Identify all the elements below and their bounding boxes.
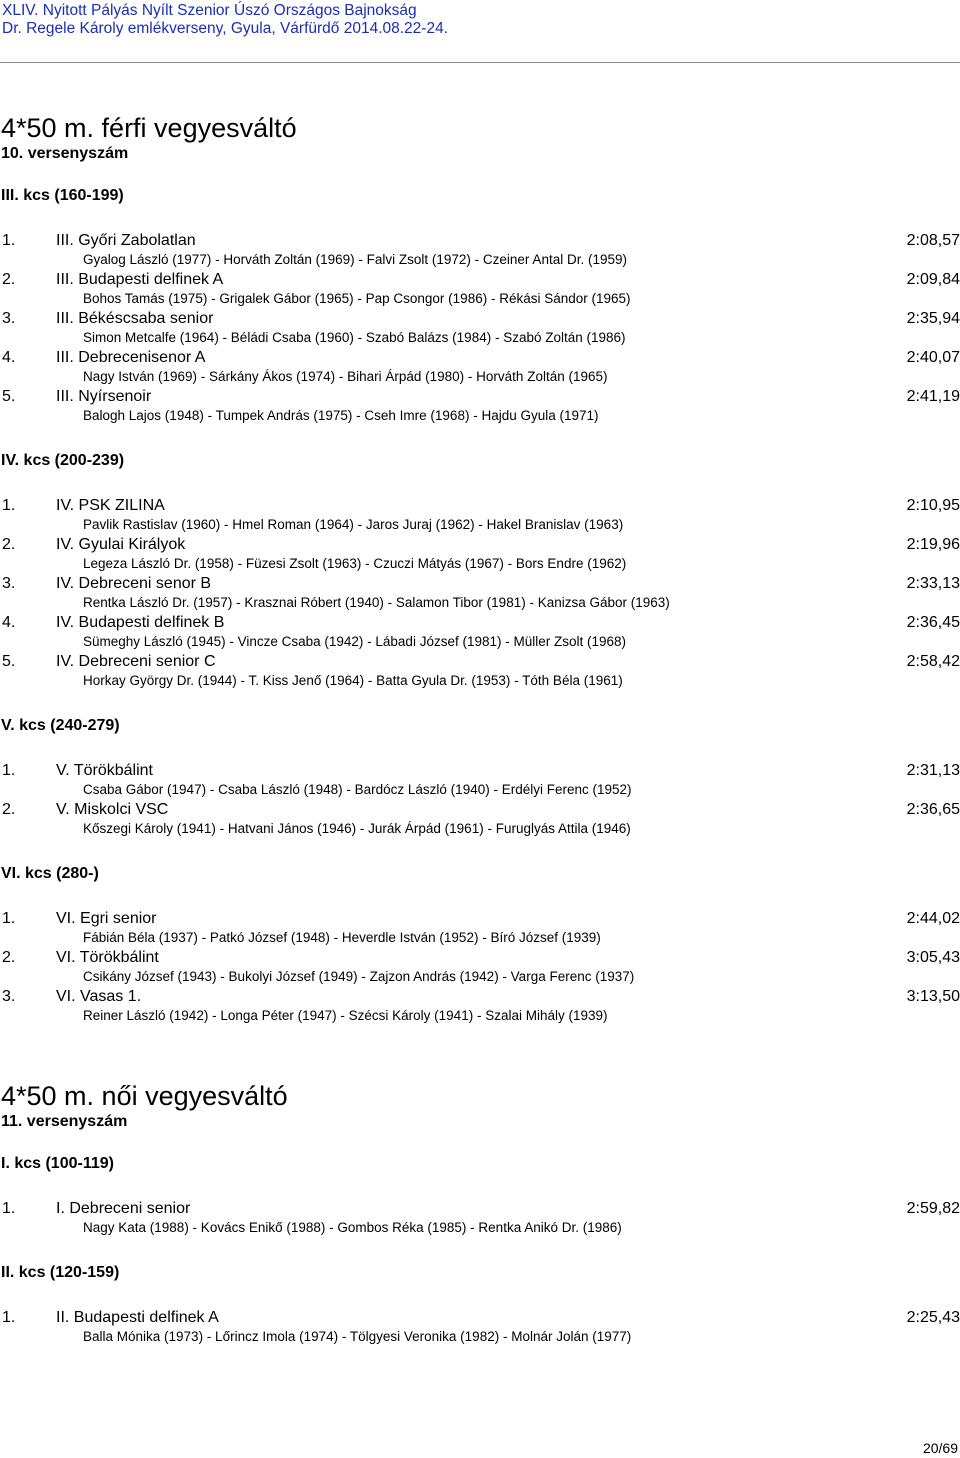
event-heading bbox=[1, 112, 297, 164]
result-rank: 4. bbox=[2, 614, 16, 631]
header-line-1: XLIV. Nyitott Pályás Nyílt Szenior Úszó Országos Bajnokság bbox=[2, 2, 417, 19]
result-rank: 1. bbox=[2, 910, 16, 927]
category-label: II. kcs (120-159) bbox=[1, 1264, 120, 1281]
team-name: Egri senior bbox=[80, 910, 157, 927]
result-row bbox=[0, 1199, 960, 1237]
result-class: IV. bbox=[56, 653, 75, 670]
result-class: III. bbox=[56, 388, 74, 405]
result-class: VI. bbox=[56, 988, 76, 1005]
result-rank: 5. bbox=[2, 653, 16, 670]
event-number: 11. versenyszám bbox=[1, 1113, 128, 1130]
result-class: III. bbox=[56, 232, 74, 249]
team-members: Simon Metcalfe (1964) - Béládi Csaba (1960) - Szabó Balázs (1984) - Szabó Zoltán (1986) bbox=[83, 330, 626, 345]
result-time: 2:58,42 bbox=[906, 653, 960, 670]
category-label: IV. kcs (200-239) bbox=[1, 452, 125, 469]
result-class: V. bbox=[56, 801, 70, 818]
team-members: Sümeghy László (1945) - Vincze Csaba (1942) - Lábadi József (1981) - Müller Zsolt (1968) bbox=[83, 634, 627, 649]
result-time: 3:13,50 bbox=[906, 988, 960, 1005]
result-rank: 3. bbox=[2, 988, 16, 1005]
header-line-2: Dr. Regele Károly emlékverseny, Gyula, Várfürdő 2014.08.22-24. bbox=[2, 20, 449, 37]
result-class: VI. bbox=[56, 910, 76, 927]
result-team-line bbox=[56, 948, 159, 968]
result-row bbox=[0, 948, 960, 986]
result-rank: 3. bbox=[2, 310, 16, 327]
category-label: V. kcs (240-279) bbox=[1, 717, 120, 734]
result-class: II. bbox=[56, 1309, 70, 1326]
team-name: Győri Zabolatlan bbox=[78, 232, 196, 249]
result-row bbox=[0, 535, 960, 573]
team-name: Törökbálint bbox=[73, 762, 153, 779]
team-members: Nagy Kata (1988) - Kovács Enikő (1988) - Gombos Réka (1985) - Rentka Anikó Dr. (1986) bbox=[83, 1220, 622, 1235]
result-team-line bbox=[56, 348, 205, 368]
team-name: Vasas 1. bbox=[80, 988, 142, 1005]
result-rank: 3. bbox=[2, 575, 16, 592]
result-time: 2:41,19 bbox=[906, 388, 960, 405]
result-class: V. bbox=[56, 762, 70, 779]
result-row bbox=[0, 613, 960, 651]
result-row bbox=[0, 800, 960, 838]
result-time: 2:36,65 bbox=[906, 801, 960, 818]
document-header bbox=[2, 2, 448, 38]
header-divider bbox=[0, 62, 960, 63]
result-row bbox=[0, 574, 960, 612]
event-heading bbox=[1, 1080, 288, 1132]
team-name: Gyulai Királyok bbox=[78, 536, 186, 553]
team-name: Debreceni senior bbox=[69, 1200, 191, 1217]
team-members: Bohos Tamás (1975) - Grigalek Gábor (1965) - Pap Csongor (1986) - Rékási Sándor (1965) bbox=[83, 291, 631, 306]
team-name: Törökbálint bbox=[79, 949, 159, 966]
result-team-line bbox=[56, 800, 168, 820]
result-time: 2:08,57 bbox=[906, 232, 960, 249]
result-team-line bbox=[56, 761, 153, 781]
team-name: Békéscsaba senior bbox=[78, 310, 214, 327]
result-team-line bbox=[56, 909, 157, 929]
result-team-line bbox=[56, 652, 216, 672]
result-row bbox=[0, 270, 960, 308]
result-row bbox=[0, 309, 960, 347]
result-row bbox=[0, 761, 960, 799]
category-label: III. kcs (160-199) bbox=[1, 187, 124, 204]
team-members: Kőszegi Károly (1941) - Hatvani János (1946) - Jurák Árpád (1961) - Furuglyás Attila (1946) bbox=[83, 821, 631, 836]
result-row bbox=[0, 1308, 960, 1346]
result-rank: 2. bbox=[2, 949, 16, 966]
team-members: Pavlik Rastislav (1960) - Hmel Roman (1964) - Jaros Juraj (1962) - Hakel Branislav (1963) bbox=[83, 517, 624, 532]
team-name: Debrecenisenor A bbox=[78, 349, 206, 366]
result-rank: 2. bbox=[2, 536, 16, 553]
team-name: Budapesti delfinek B bbox=[78, 614, 225, 631]
result-class: I. bbox=[56, 1200, 65, 1217]
result-rank: 1. bbox=[2, 497, 16, 514]
result-rank: 2. bbox=[2, 271, 16, 288]
result-team-line bbox=[56, 987, 141, 1007]
result-class: III. bbox=[56, 349, 74, 366]
result-team-line bbox=[56, 535, 185, 555]
page-number: 20/69 bbox=[922, 1440, 958, 1456]
result-class: IV. bbox=[56, 575, 75, 592]
category-label: VI. kcs (280-) bbox=[1, 865, 99, 882]
result-time: 2:59,82 bbox=[906, 1200, 960, 1217]
result-team-line bbox=[56, 309, 213, 329]
team-name: Miskolci VSC bbox=[74, 801, 169, 818]
team-members: Rentka László Dr. (1957) - Krasznai Róbert (1940) - Salamon Tibor (1981) - Kanizsa Gábor (1963) bbox=[83, 595, 670, 610]
result-time: 2:31,13 bbox=[906, 762, 960, 779]
result-row bbox=[0, 909, 960, 947]
team-members: Reiner László (1942) - Longa Péter (1947) - Szécsi Károly (1941) - Szalai Mihály (1939) bbox=[83, 1008, 608, 1023]
result-row bbox=[0, 652, 960, 690]
category-label: I. kcs (100-119) bbox=[1, 1155, 114, 1172]
team-name: Budapesti delfinek A bbox=[78, 271, 224, 288]
result-time: 2:44,02 bbox=[906, 910, 960, 927]
result-row bbox=[0, 387, 960, 425]
result-time: 2:36,45 bbox=[906, 614, 960, 631]
result-class: III. bbox=[56, 310, 74, 327]
result-team-line bbox=[56, 574, 211, 594]
event-title: 4*50 m. női vegyesváltó bbox=[1, 1081, 288, 1111]
team-members: Horkay György Dr. (1944) - T. Kiss Jenő (1964) - Batta Gyula Dr. (1953) - Tóth Béla (1961) bbox=[83, 673, 623, 688]
result-time: 2:35,94 bbox=[906, 310, 960, 327]
result-time: 2:09,84 bbox=[906, 271, 960, 288]
result-row bbox=[0, 348, 960, 386]
result-rank: 1. bbox=[2, 1309, 16, 1326]
result-time: 2:10,95 bbox=[906, 497, 960, 514]
result-class: IV. bbox=[56, 614, 75, 631]
team-name: Debreceni senior C bbox=[78, 653, 216, 670]
result-time: 2:25,43 bbox=[906, 1309, 960, 1326]
result-row bbox=[0, 496, 960, 534]
result-row bbox=[0, 231, 960, 269]
result-team-line bbox=[56, 231, 196, 251]
result-rank: 5. bbox=[2, 388, 16, 405]
result-time: 2:19,96 bbox=[906, 536, 960, 553]
result-team-line bbox=[56, 1199, 190, 1219]
result-time: 3:05,43 bbox=[906, 949, 960, 966]
event-title: 4*50 m. férfi vegyesváltó bbox=[1, 113, 297, 143]
team-name: PSK ZILINA bbox=[78, 497, 165, 514]
team-members: Fábián Béla (1937) - Patkó József (1948) - Heverdle István (1952) - Bíró József (1939) bbox=[83, 930, 601, 945]
result-row bbox=[0, 987, 960, 1025]
result-team-line bbox=[56, 387, 151, 407]
team-name: Nyírsenoir bbox=[78, 388, 152, 405]
team-members: Csikány József (1943) - Bukolyi József (1949) - Zajzon András (1942) - Varga Ferenc (1937) bbox=[83, 969, 635, 984]
result-class: IV. bbox=[56, 497, 75, 514]
team-members: Legeza László Dr. (1958) - Füzesi Zsolt (1963) - Czuczi Mátyás (1967) - Bors Endre (1962) bbox=[83, 556, 627, 571]
team-members: Nagy István (1969) - Sárkány Ákos (1974) - Bihari Árpád (1980) - Horváth Zoltán (1965) bbox=[83, 369, 608, 384]
result-time: 2:33,13 bbox=[906, 575, 960, 592]
result-class: IV. bbox=[56, 536, 75, 553]
team-name: Budapesti delfinek A bbox=[73, 1309, 219, 1326]
event-number: 10. versenyszám bbox=[1, 145, 129, 162]
result-time: 2:40,07 bbox=[906, 349, 960, 366]
result-team-line bbox=[56, 270, 223, 290]
result-team-line bbox=[56, 613, 224, 633]
team-members: Balla Mónika (1973) - Lőrincz Imola (1974) - Tölgyesi Veronika (1982) - Molnár Jolán (1977) bbox=[83, 1329, 632, 1344]
result-team-line bbox=[56, 496, 165, 516]
team-members: Csaba Gábor (1947) - Csaba László (1948) - Bardócz László (1940) - Erdélyi Ferenc (1952) bbox=[83, 782, 632, 797]
team-name: Debreceni senor B bbox=[78, 575, 212, 592]
result-class: III. bbox=[56, 271, 74, 288]
result-class: VI. bbox=[56, 949, 76, 966]
result-rank: 1. bbox=[2, 762, 16, 779]
team-members: Balogh Lajos (1948) - Tumpek András (1975) - Cseh Imre (1968) - Hajdu Gyula (1971) bbox=[83, 408, 599, 423]
result-rank: 2. bbox=[2, 801, 16, 818]
team-members: Gyalog László (1977) - Horváth Zoltán (1969) - Falvi Zsolt (1972) - Czeiner Antal Dr. (1959) bbox=[83, 252, 627, 267]
result-rank: 4. bbox=[2, 349, 16, 366]
result-rank: 1. bbox=[2, 1200, 16, 1217]
result-rank: 1. bbox=[2, 232, 16, 249]
result-team-line bbox=[56, 1308, 219, 1328]
